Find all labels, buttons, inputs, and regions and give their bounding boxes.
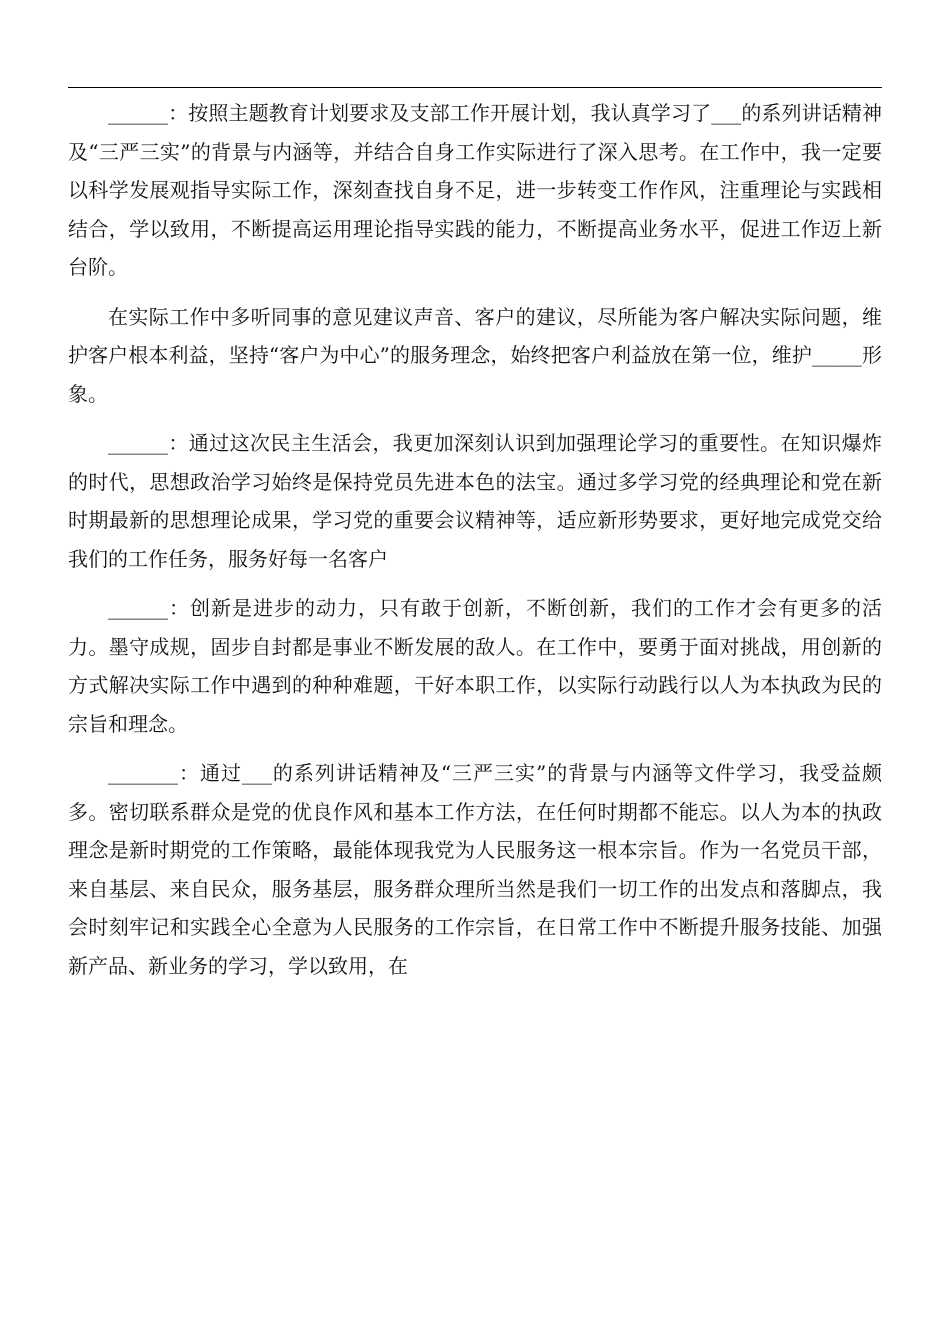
paragraph-3: ______：通过这次民主生活会，我更加深刻认识到加强理论学习的重要性。在知识爆炸的时代，思想政治学习始终是保持党员先进本色的法宝。通过多学习党的经典理论和党在新时期最新的思想理论成果，学习党的重要会议精神等，适应新形势要求，更好地完成党交给我们的工作任务，服务好每一名客户 [68, 431, 882, 571]
paragraph-2: 在实际工作中多听同事的意见建议声音、客户的建议，尽所能为客户解决实际问题，维护客户根本利益，坚持“客户为中心”的服务理念，始终把客户利益放在第一位，维护_____形象。 [68, 304, 882, 406]
paragraph-4: ______：创新是进步的动力，只有敢于创新，不断创新，我们的工作才会有更多的活力。墨守成规，固步自封都是事业不断发展的敌人。在工作中，要勇于面对挑战，用创新的方式解决实际工作中遇到的种种难题，干好本职工作，以实际行动践行以人为本执政为民的宗旨和理念。 [68, 596, 882, 736]
document-body [68, 94, 882, 996]
paragraph-5: _______：通过___的系列讲话精神及“三严三实”的背景与内涵等文件学习，我受益颇多。密切联系群众是党的优良作风和基本工作方法，在任何时期都不能忘。以人为本的执政理念是新时期党的工作策略，最能体现我党为人民服务这一根本宗旨。作为一名党员干部，来自基层、来自民众，服务基层，服务群众理所当然是我们一切工作的出发点和落脚点，我会时刻牢记和实践全心全意为人民服务的工作宗旨，在日常工作中不断提升服务技能、加强新产品、新业务的学习，学以致用，在 [68, 761, 882, 978]
paragraph-1: ______：按照主题教育计划要求及支部工作开展计划，我认真学习了___的系列讲话精神及“三严三实”的背景与内涵等，并结合自身工作实际进行了深入思考。在工作中，我一定要以科学发展观指导实际工作，深刻查找自身不足，进一步转变工作作风，注重理论与实践相结合，学以致用，不断提高运用理论指导实践的能力，不断提高业务水平，促进工作迈上新台阶。 [68, 101, 882, 279]
header-rule [68, 87, 882, 88]
